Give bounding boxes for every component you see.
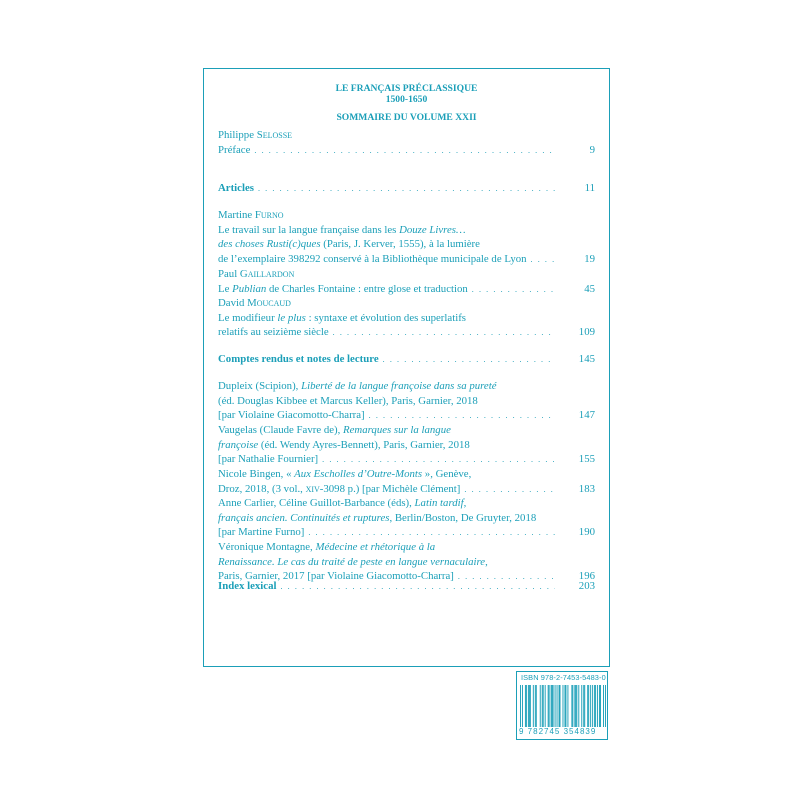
barcode-bar <box>530 685 531 727</box>
barcode-bar <box>564 685 565 727</box>
leader-dots <box>322 453 555 468</box>
page-number: 155 <box>578 453 595 466</box>
barcode-bar <box>563 685 564 727</box>
articles-section-heading[interactable] <box>218 181 595 196</box>
isbn-barcode-box <box>516 671 608 740</box>
barcode-bar <box>588 685 589 727</box>
review-entry[interactable] <box>218 379 595 423</box>
barcode-bar <box>584 685 585 727</box>
leader-dots <box>254 144 555 159</box>
leader-dots <box>383 353 555 368</box>
barcode-bar <box>553 685 554 727</box>
barcode-bar <box>592 685 593 727</box>
barcode-bar <box>571 685 572 727</box>
section-title: Articles <box>218 182 254 194</box>
review-line: Dupleix (Scipion), Liberté de la langue françoise dans sa pureté <box>218 380 497 392</box>
article-author: David Moucaud <box>218 297 291 309</box>
leader-dots <box>258 182 555 197</box>
review-line: Droz, 2018, (3 vol., xiv-3098 p.) [par Michèle Clément] <box>218 482 461 495</box>
barcode-bar <box>552 685 553 727</box>
barcode-bar <box>581 685 582 727</box>
barcode-bar <box>565 685 566 727</box>
page-number: 203 <box>578 580 595 592</box>
volume-summary-title: SOMMAIRE DU VOLUME XXII <box>336 112 477 123</box>
barcode-bar <box>545 685 546 727</box>
barcode-bar <box>533 685 534 727</box>
article-entry[interactable] <box>218 208 595 267</box>
review-line: Vaugelas (Claude Favre de), Remarques sur la langue <box>218 424 451 436</box>
barcode-bar <box>529 685 530 727</box>
barcode-bar <box>526 685 527 727</box>
barcode-bar <box>599 685 600 727</box>
contents-frame <box>203 68 610 667</box>
barcode-bar <box>549 685 550 727</box>
barcode-bar <box>560 685 561 727</box>
barcode-bar <box>543 685 544 727</box>
barcode-bar <box>551 685 552 727</box>
article-title-line: Le Publian de Charles Fontaine : entre glose et traduction <box>218 282 468 295</box>
leader-dots <box>308 526 555 541</box>
page-number: 196 <box>578 570 595 583</box>
review-line: Paris, Garnier, 2017 [par Violaine Giacomotto-Charra] <box>218 570 454 583</box>
barcode-bar <box>595 685 596 727</box>
barcode-bar <box>536 685 537 727</box>
leader-dots <box>333 326 555 341</box>
index-entry[interactable] <box>218 579 595 594</box>
article-title-line: Le modifieur le plus : syntaxe et évolution des superlatifs <box>218 311 466 324</box>
article-entry[interactable] <box>218 296 595 340</box>
barcode-bar <box>600 685 601 727</box>
article-author: Paul Gaillardon <box>218 268 295 280</box>
review-line: Véronique Montagne, Médecine et rhétorique à la <box>218 541 436 553</box>
preface-entry[interactable] <box>218 128 595 157</box>
barcode-bar <box>528 685 529 727</box>
barcode-bar <box>590 685 591 727</box>
barcode-bar <box>605 685 606 727</box>
barcode-bar <box>575 685 576 727</box>
page-number: 45 <box>584 282 595 295</box>
review-line: (éd. Douglas Kibbee et Marcus Keller), Paris, Garnier, 2018 <box>218 394 478 407</box>
review-line: [par Martine Furno] <box>218 526 305 539</box>
journal-years: 1500-1650 <box>385 94 428 105</box>
barcode-bar <box>603 685 604 727</box>
preface-title: Préface <box>218 143 251 156</box>
page-number: 109 <box>578 326 595 339</box>
barcode-bar <box>525 685 526 727</box>
review-entry[interactable] <box>218 423 595 467</box>
barcode-bar <box>559 685 560 727</box>
leader-dots <box>369 409 555 424</box>
barcode-bar <box>540 685 541 727</box>
review-line: Nicole Bingen, « Aux Escholles d’Outre-Monts », Genève, <box>218 468 472 480</box>
barcode-bar <box>548 685 549 727</box>
page-number: 147 <box>578 409 595 422</box>
leader-dots <box>280 580 555 595</box>
page-number: 9 <box>589 143 595 156</box>
page-number: 19 <box>584 253 595 266</box>
section-title: Index lexical <box>218 580 277 592</box>
barcode-bar <box>557 685 558 727</box>
barcode-bar <box>597 685 598 727</box>
barcode-bar <box>555 685 556 727</box>
page-number: 11 <box>584 182 595 194</box>
preface-author: Philippe Selosse <box>218 129 293 141</box>
journal-title: LE FRANÇAIS PRÉCLASSIQUE <box>335 83 478 94</box>
article-title-line: de l’exemplaire 398292 conservé à la Bibliothèque municipale de Lyon <box>218 253 527 266</box>
barcode-bar <box>567 685 568 727</box>
review-line: [par Nathalie Fournier] <box>218 453 319 466</box>
section-title: Comptes rendus et notes de lecture <box>218 353 379 365</box>
barcode-bar <box>522 685 523 727</box>
review-line: françoise (éd. Wendy Ayres-Bennett), Paris, Garnier, 2018 <box>218 438 470 451</box>
article-author: Martine Furno <box>218 209 284 221</box>
barcode-bar <box>520 685 521 727</box>
barcode-digits: 9 782745 354839 <box>519 727 597 736</box>
isbn-label: ISBN 978-2-7453-5483-0 <box>521 673 606 682</box>
reviews-section-heading[interactable] <box>218 352 595 367</box>
article-title-line: Le travail sur la langue française dans les Douze Livres… <box>218 223 466 236</box>
review-entry[interactable] <box>218 467 595 496</box>
page-number: 183 <box>578 482 595 495</box>
review-line: Anne Carlier, Céline Guillot-Barbance (éds), Latin tardif, <box>218 497 467 509</box>
review-line: Renaissance. Le cas du traité de peste en langue vernaculaire , <box>218 555 488 568</box>
article-entry[interactable] <box>218 267 595 296</box>
barcode-bar <box>594 685 595 727</box>
page-number: 145 <box>578 353 595 365</box>
leader-dots <box>531 253 555 268</box>
review-entry[interactable] <box>218 540 595 584</box>
review-entry[interactable] <box>218 496 595 540</box>
barcode-bar <box>576 685 577 727</box>
barcode-bar <box>535 685 536 727</box>
article-title-line: relatifs au seizième siècle <box>218 326 329 339</box>
article-title-line: des choses Rusti(c)ques (Paris, J. Kerver, 1555), à la lumière <box>218 238 480 251</box>
barcode-bar <box>542 685 543 727</box>
barcode-icon <box>520 685 606 727</box>
barcode-bar <box>572 685 573 727</box>
page-number: 190 <box>578 526 595 539</box>
barcode-bar <box>574 685 575 727</box>
review-line: français ancien. Continuités et ruptures , Berlin/Boston, De Gruyter, 2018 <box>218 511 537 524</box>
barcode-bar <box>583 685 584 727</box>
barcode-bar <box>578 685 579 727</box>
review-line: [par Violaine Giacomotto-Charra] <box>218 409 365 422</box>
barcode-bar <box>587 685 588 727</box>
